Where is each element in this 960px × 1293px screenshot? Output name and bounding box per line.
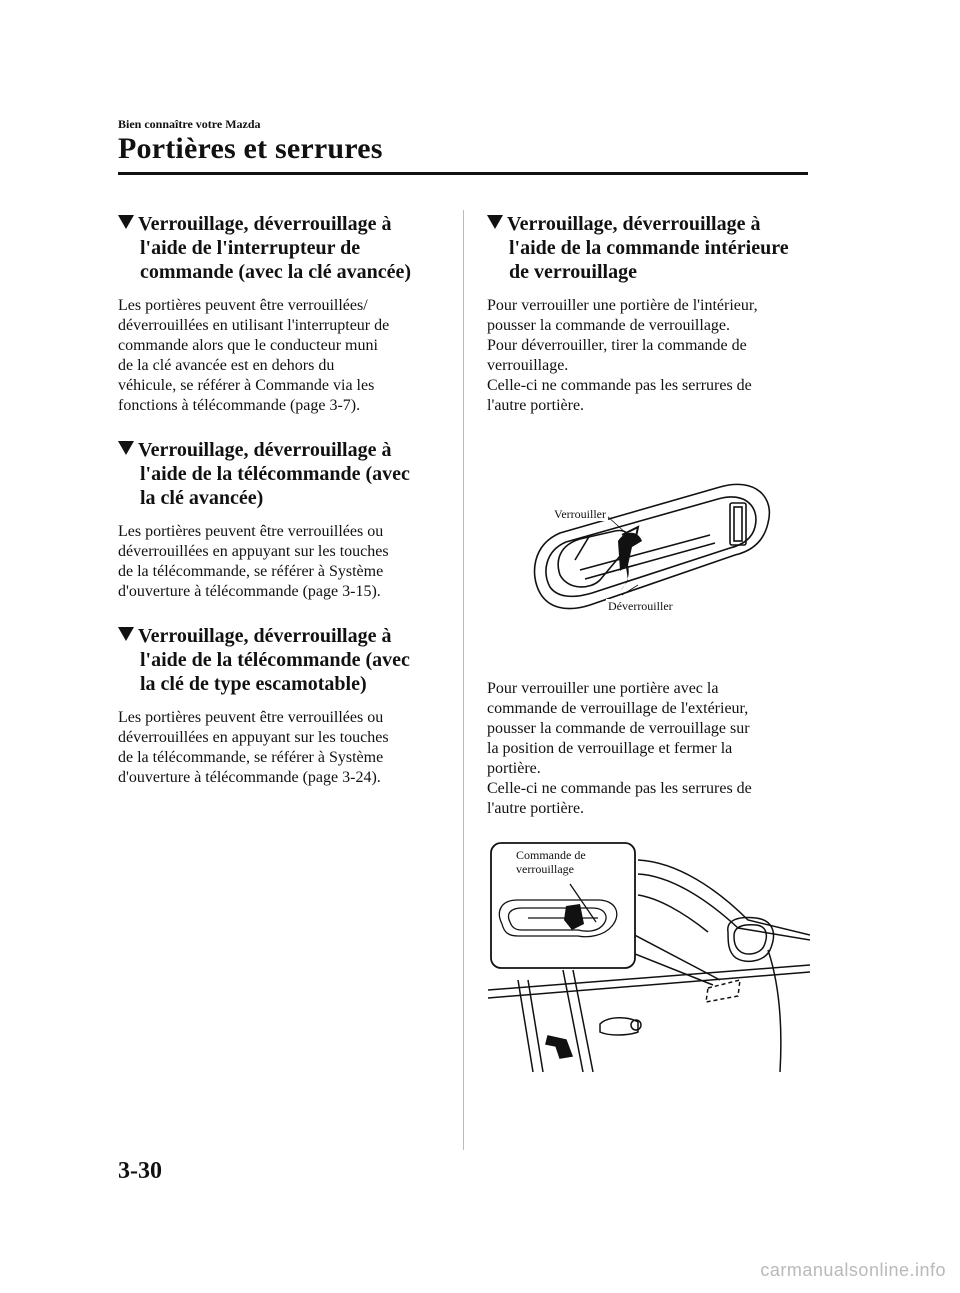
right-column	[487, 212, 817, 416]
label-unlock: Déverrouiller	[608, 599, 673, 613]
column-divider	[463, 210, 464, 1150]
watermark: carmanualsonline.info	[760, 1260, 946, 1280]
page-number: 3-30	[118, 1158, 162, 1184]
figure-outside-lock	[488, 840, 810, 1072]
down-triangle-icon	[487, 215, 503, 229]
label-lock: Verrouiller	[554, 507, 606, 521]
section-body-outside: Pour verrouiller une portière avec la commande de verrouillage de l'extérieur, pousser la commande de verrouillage sur la position de verrouillage et fermer la portière. Celle-ci ne commande pas les serrures de l'autre portière.	[487, 680, 752, 817]
left-column	[118, 212, 448, 788]
section-body: Les portières peuvent être verrouillées ou déverrouillées en appuyant sur les touches de la télécommande, se référer à Système d'ouverture à télécommande (page 3-24).	[118, 709, 389, 786]
down-triangle-icon	[118, 627, 134, 641]
section-title: Verrouillage, déverrouillage à l'aide de la commande intérieure de verrouillage	[487, 212, 817, 284]
section-body: Les portières peuvent être verrouillées/ déverrouillées en utilisant l'interrupteur de commande alors que le conducteur muni de la clé avancée est en dehors du véhicule, se référer à Commande via les fonctions à télécommande (page 3-7).	[118, 297, 390, 414]
section-remote-retractable-key	[118, 624, 448, 788]
down-triangle-icon	[118, 441, 134, 455]
page-title: Portières et serrures	[118, 132, 383, 165]
down-triangle-icon	[118, 215, 134, 229]
section-remote-advanced-key	[118, 438, 448, 602]
header-rule	[118, 172, 808, 175]
chapter-supertitle: Bien connaître votre Mazda	[118, 117, 261, 131]
section-body: Les portières peuvent être verrouillées ou déverrouillées en appuyant sur les touches de la télécommande, se référer à Système d'ouverture à télécommande (page 3-15).	[118, 523, 389, 600]
figure-inner-lock	[520, 475, 780, 625]
section-title: Verrouillage, déverrouillage à l'aide de l'interrupteur de commande (avec la clé avancée)	[118, 212, 448, 284]
section-title: Verrouillage, déverrouillage à l'aide de la télécommande (avec la clé de type escamotable)	[118, 624, 448, 696]
label-lock-control: Commande de verrouillage	[516, 848, 586, 876]
section-body: Pour verrouiller une portière de l'intérieur, pousser la commande de verrouillage. Pour déverrouiller, tirer la commande de verrouillage. Celle-ci ne commande pas les serrures de l'autre portière.	[487, 297, 758, 414]
section-title: Verrouillage, déverrouillage à l'aide de la télécommande (avec la clé avancée)	[118, 438, 448, 510]
section-advanced-key-switch	[118, 212, 448, 416]
